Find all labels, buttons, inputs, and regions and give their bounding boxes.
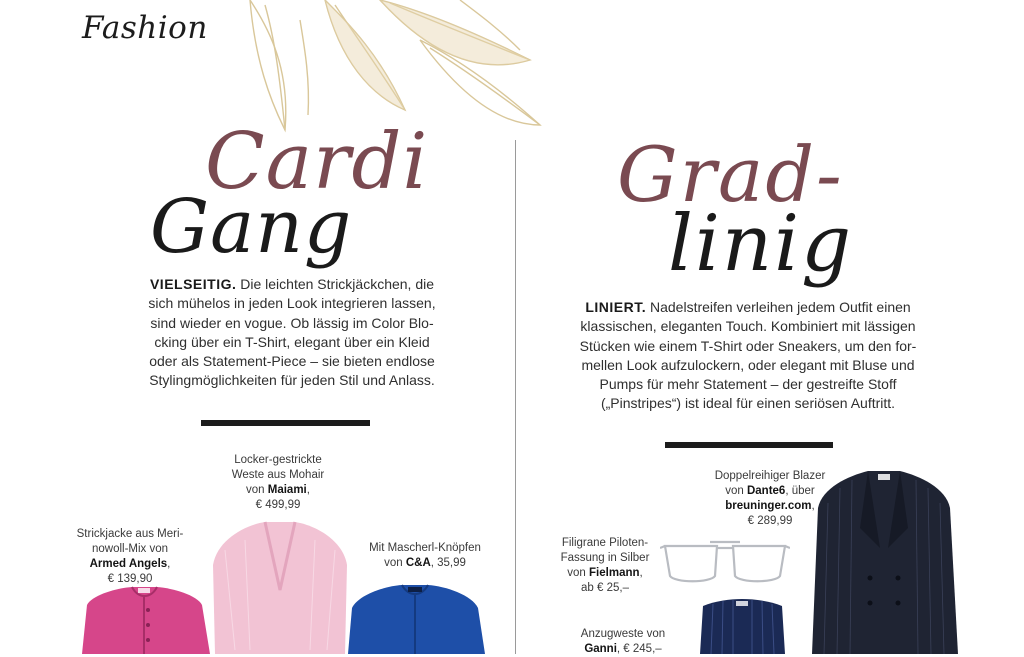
body-line: klassischen, eleganten Touch. Kombiniert mit lässigen <box>580 318 916 335</box>
body-line: mellen Look aufzulockern, oder elegant mit Bluse und <box>581 356 915 373</box>
caption-armed-angels: Strickjacke aus Meri- nowoll-Mix von Armed Angels, € 139,90 <box>76 528 184 585</box>
headline-gang: Gang <box>150 184 353 270</box>
body-line: Stylingmöglichkeiten für jeden Stil und Anlass. <box>149 372 435 389</box>
brand-name: Dante6 <box>746 485 786 497</box>
body-line: („Pinstripes“) ist ideal für einen seriösen Auftritt. <box>600 395 896 412</box>
price: € 139,90 <box>107 573 153 585</box>
leaf-illustration <box>230 0 550 135</box>
caption-line: Weste aus Mohair <box>231 469 325 481</box>
headline-grad: Grad- <box>617 130 844 219</box>
caption-line: , über <box>785 485 815 497</box>
brand-name: Ganni <box>584 643 617 655</box>
headline-cardi: Cardi <box>205 117 429 207</box>
caption-line: Filigrane Piloten- <box>561 537 649 549</box>
brand-name: Fielmann <box>589 567 640 579</box>
section-label: Fashion <box>82 10 208 46</box>
caption-line: von <box>246 484 265 496</box>
separator-bar <box>201 420 370 426</box>
caption-line: von <box>384 557 403 569</box>
price: € 245,– <box>623 643 662 655</box>
caption-dante6: Doppelreihiger Blazer von Dante6, über breuninger.com, € 289,99 <box>714 470 826 527</box>
brand-name: Armed Angels <box>89 558 168 570</box>
caption-ganni: Anzugweste von Ganni, € 245,– <box>580 628 666 655</box>
headline-linig: linig <box>668 199 854 289</box>
caption-line: Strickjacke aus Meri- <box>76 528 184 540</box>
caption-fielmann: Filigrane Piloten- Fassung in Silber von Fielmann, ab € 25,– <box>560 537 650 594</box>
separator-bar <box>665 442 833 448</box>
pinstripe-blazer-image <box>808 468 960 654</box>
right-article-text <box>548 298 948 414</box>
price: € 289,99 <box>747 515 793 527</box>
brand-name: C&A <box>405 557 431 569</box>
retailer-name: breuninger.com <box>725 500 812 512</box>
body-line: oder als Statement-Piece – sie bieten endlose <box>149 353 435 370</box>
body-line: cking über ein T-Shirt, elegant über ein Kleid <box>154 333 430 350</box>
body-line: Stücken wie einem T-Shirt oder Sneakers, um den for- <box>579 337 917 354</box>
body-line: sind wieder en vogue. Ob lässig im Color Blo- <box>150 314 434 331</box>
blue-cardigan-image <box>340 583 490 654</box>
price: 35,99 <box>437 557 466 569</box>
caption-line: Anzugweste von <box>580 628 666 640</box>
brand-name: Maiami <box>267 484 307 496</box>
caption-line: Locker-gestrickte <box>234 454 322 466</box>
caption-line: nowoll-Mix von <box>91 543 169 555</box>
pink-mohair-vest-image <box>205 520 355 654</box>
body-line: Pumps für mehr Statement – der gestreifte Stoff <box>599 376 897 393</box>
body-line: Nadelstreifen verleihen jedem Outfit einen <box>649 299 911 315</box>
caption-line: Doppelreihiger Blazer <box>714 470 826 482</box>
pinstripe-vest-image <box>695 598 790 654</box>
left-article-text <box>118 275 466 391</box>
lead-word: VIELSEITIG. <box>149 276 237 292</box>
body-line: Die leichten Strickjäckchen, die <box>240 276 435 292</box>
caption-line: Mit Mascherl-Knöpfen <box>369 542 481 554</box>
aviator-glasses-image <box>660 538 790 588</box>
price: € 499,99 <box>255 499 301 511</box>
caption-line: von <box>725 485 744 497</box>
lead-word: LINIERT. <box>585 299 647 315</box>
caption-line: von <box>567 567 586 579</box>
caption-ca: Mit Mascherl-Knöpfen von C&A, 35,99 <box>369 542 481 569</box>
caption-line: Fassung in Silber <box>560 552 650 564</box>
caption-maiami: Locker-gestrickte Weste aus Mohair von Maiami, € 499,99 <box>231 454 325 511</box>
pink-cardigan-image <box>72 585 217 654</box>
body-line: sich mühelos in jeden Look integrieren lassen, <box>148 295 436 312</box>
column-divider <box>515 140 516 654</box>
price: ab € 25,– <box>581 582 629 594</box>
